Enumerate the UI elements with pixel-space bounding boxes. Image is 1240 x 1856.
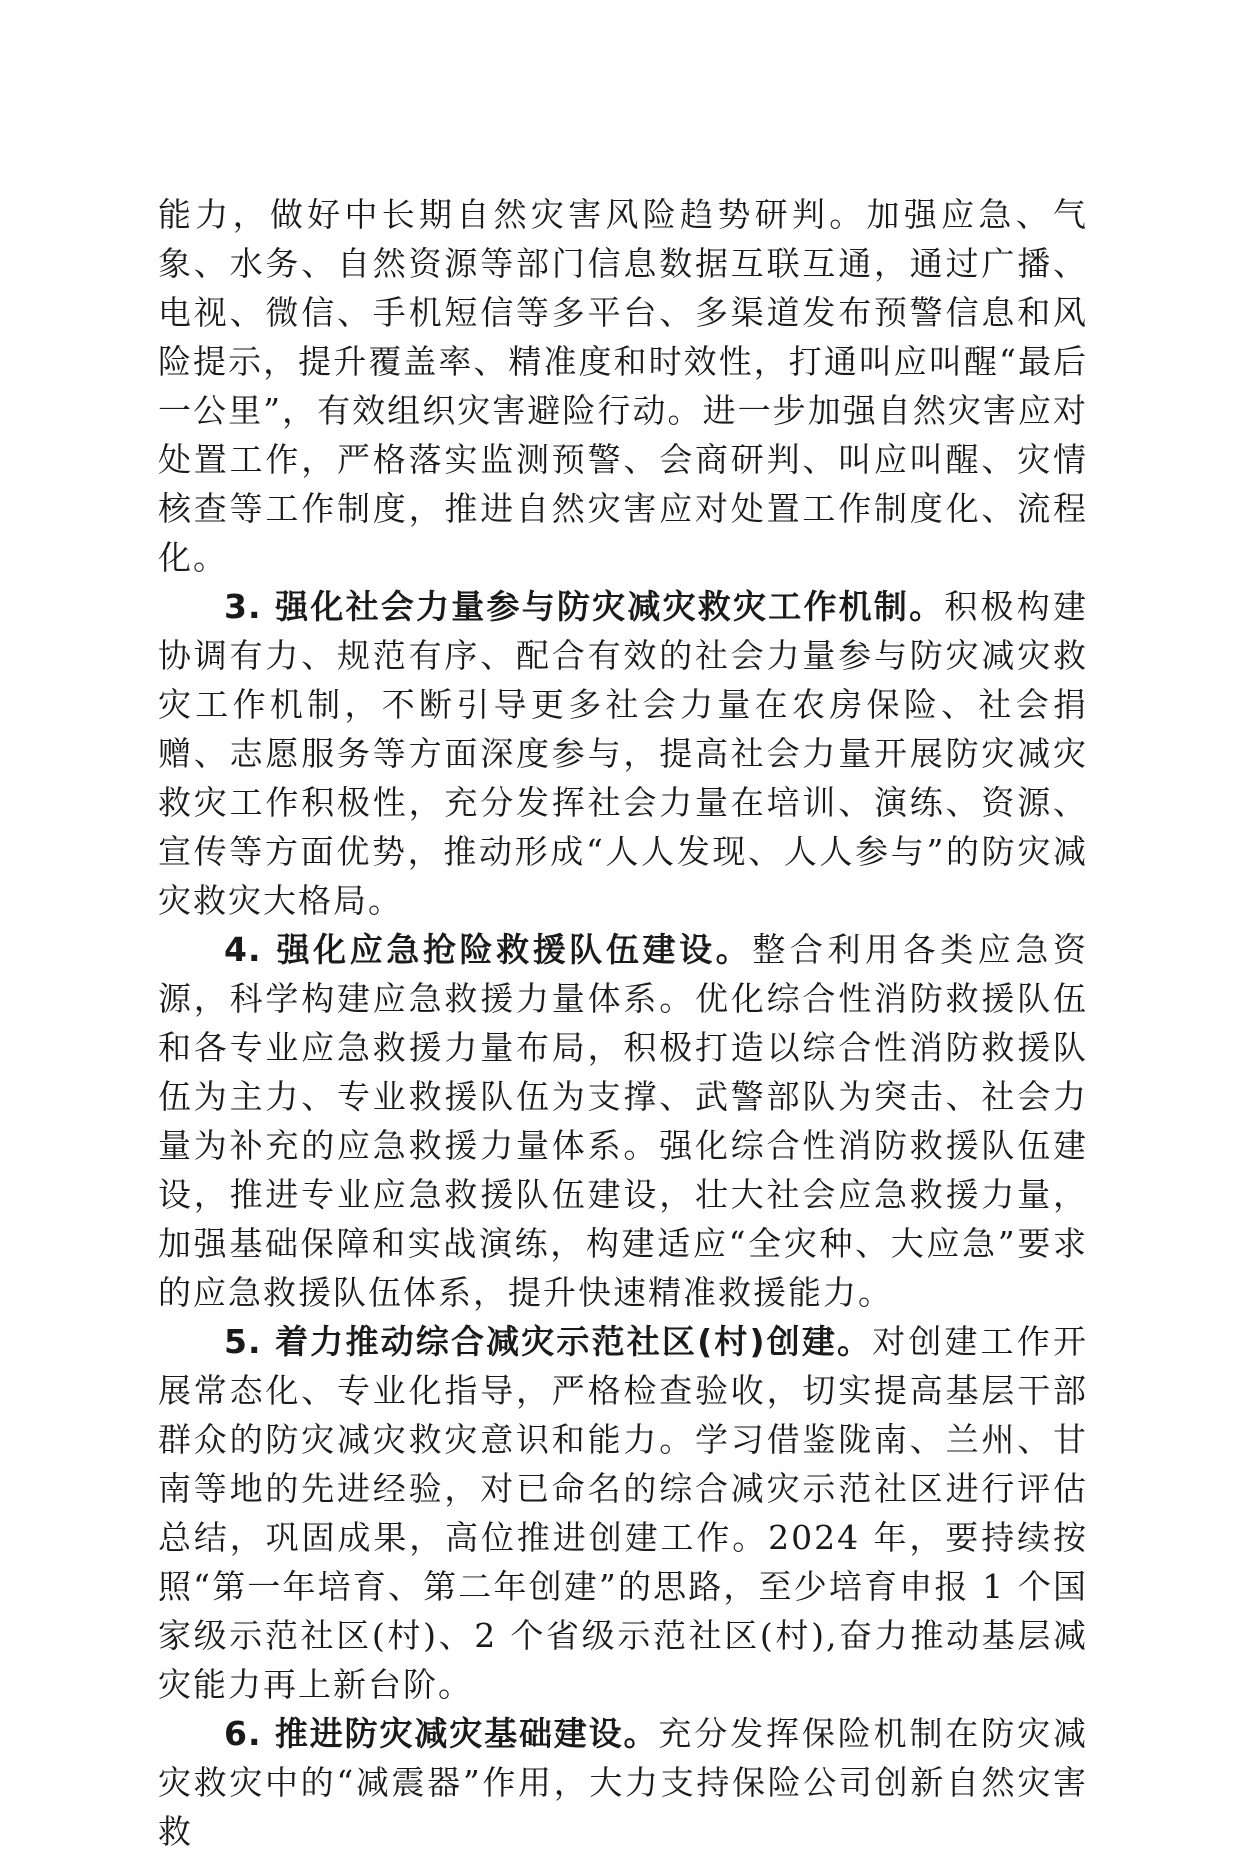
paragraph-3	[158, 582, 1088, 925]
paragraph-text: 积极构建协调有力、规范有序、配合有效的社会力量参与防灾减灾救灾工作机制，不断引导更多社会力量在农房保险、社会捐赠、志愿服务等方面深度参与，提高社会力量开展防灾减灾救灾工作积极性，充分发挥社会力量在培训、演练、资源、宣传等方面优势，推动形成“人人发现、人人参与”的防灾减灾救灾大格局。	[158, 587, 1088, 920]
paragraph-text: 能力，做好中长期自然灾害风险趋势研判。加强应急、气象、水务、自然资源等部门信息数据互联互通，通过广播、电视、微信、手机短信等多平台、多渠道发布预警信息和风险提示，提升覆盖率、精准度和时效性，打通叫应叫醒“最后一公里”，有效组织灾害避险行动。进一步加强自然灾害应对处置工作，严格落实监测预警、会商研判、叫应叫醒、灾情核查等工作制度，推进自然灾害应对处置工作制度化、流程化。	[158, 195, 1088, 577]
section-heading-6: 6. 推进防灾减灾基础建设。	[224, 1714, 659, 1753]
section-heading-4: 4. 强化应急抢险救援队伍建设。	[224, 930, 753, 969]
paragraph-5	[158, 1317, 1088, 1709]
paragraph-text: 整合利用各类应急资源，科学构建应急救援力量体系。优化综合性消防救援队伍和各专业应急救援力量布局，积极打造以综合性消防救援队伍为主力、专业救援队伍为支撑、武警部队为突击、社会力量为补充的应急救援力量体系。强化综合性消防救援队伍建设，推进专业应急救援队伍建设，壮大社会应急救援力量，加强基础保障和实战演练，构建适应“全灾种、大应急”要求的应急救援队伍体系，提升快速精准救援能力。	[158, 930, 1088, 1312]
section-heading-3: 3. 强化社会力量参与防灾减灾救灾工作机制。	[224, 587, 945, 626]
paragraph-text: 对创建工作开展常态化、专业化指导，严格检查验收，切实提高基层干部群众的防灾减灾救灾意识和能力。学习借鉴陇南、兰州、甘南等地的先进经验，对已命名的综合减灾示范社区进行评估总结，巩固成果，高位推进创建工作。2024 年，要持续按照“第一年培育、第二年创建”的思路，至少培育申报 1 个国家级示范社区(村)、2 个省级示范社区(村),奋力推动基层减灾能力再上新台阶。	[158, 1322, 1089, 1704]
section-heading-5: 5. 着力推动综合减灾示范社区(村)创建。	[224, 1322, 873, 1361]
paragraph-4	[158, 925, 1088, 1317]
paragraph-continuation	[158, 190, 1088, 582]
paragraph-text: 充分发挥保险机制在防灾减灾救灾中的“减震器”作用，大力支持保险公司创新自然灾害救	[158, 1714, 1088, 1851]
document-page	[158, 190, 1088, 1856]
paragraph-6	[158, 1709, 1088, 1856]
